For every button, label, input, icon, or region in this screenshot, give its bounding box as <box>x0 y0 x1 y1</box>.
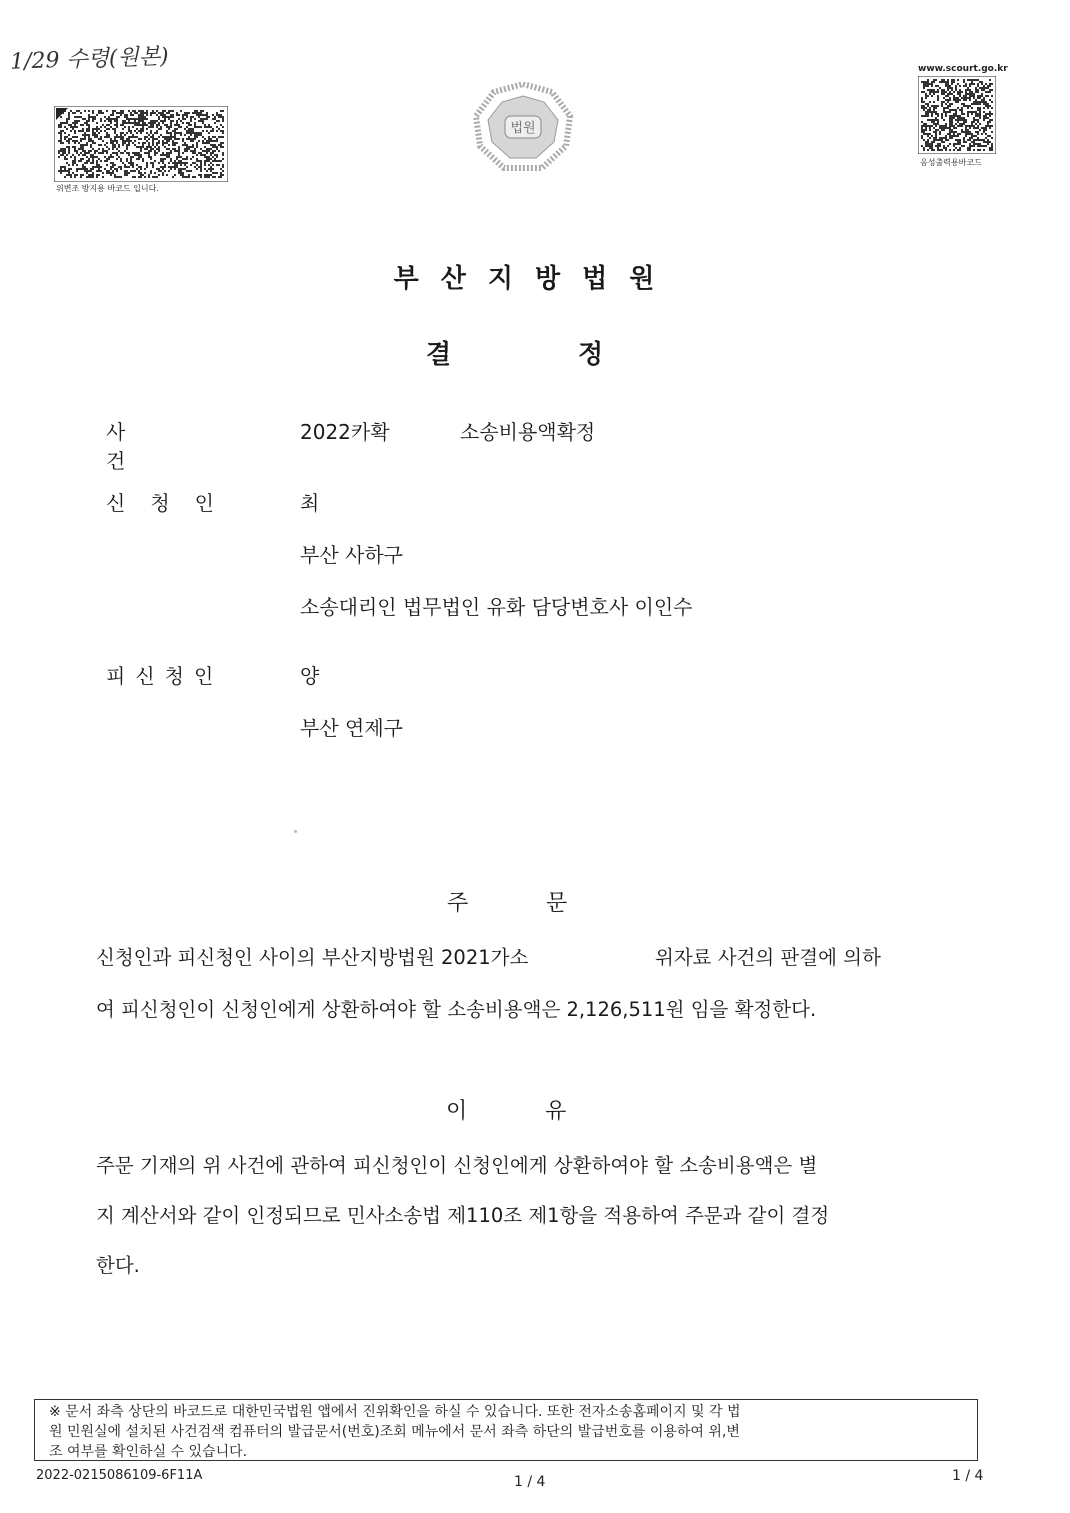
page-number-center: 1 / 4 <box>514 1474 546 1490</box>
reason-line-1: 주문 기재의 위 사건에 관하여 피신청인이 신청인에게 상환하여야 할 소송비용액은 별 <box>96 1154 818 1177</box>
voice-output-barcode <box>918 76 996 154</box>
reason-line-2: 지 계산서와 같이 인정되므로 민사소송법 제110조 제1항을 적용하여 주문과 같이 결정 <box>96 1204 830 1227</box>
case-title: 소송비용액확정 <box>460 420 596 444</box>
barcode-caption: 위변조 방지용 바코드 입니다. <box>56 184 159 193</box>
reason-heading-1: 이 <box>446 1099 468 1124</box>
issue-number: 2022-0215086109-6F11A <box>36 1468 203 1483</box>
applicant-label: 신청인 <box>106 491 239 515</box>
order-line-2: 여 피신청인이 신청인에게 상환하여야 할 소송비용액은 2,126,511원 임을 확정한다. <box>96 998 817 1021</box>
court-seal-logo <box>470 82 576 174</box>
seal-text: 법원 <box>510 121 536 136</box>
reason-line-3: 한다. <box>96 1254 140 1277</box>
court-name: 부산지방법원 <box>393 264 677 294</box>
scourt-url: www.scourt.go.kr <box>918 64 1008 74</box>
order-heading-1: 주 <box>447 891 469 916</box>
verification-notice <box>34 1399 978 1461</box>
respondent-address: 부산 연제구 <box>300 716 403 740</box>
notice-line-3: 조 여부를 확인하실 수 있습니다. <box>49 1444 248 1460</box>
respondent-name: 양 <box>300 664 320 688</box>
anti-forgery-barcode <box>54 106 228 182</box>
applicant-name: 최 <box>300 491 320 515</box>
case-number: 2022카확 <box>300 420 390 444</box>
order-line-1a: 신청인과 피신청인 사이의 부산지방법원 2021가소 <box>96 946 529 969</box>
order-line-1b: 위자료 사건의 판결에 의하 <box>655 946 881 969</box>
order-heading-2: 문 <box>546 891 568 916</box>
page-number-right: 1 / 4 <box>952 1468 984 1484</box>
notice-line-1: ※ 문서 좌측 상단의 바코드로 대한민국법원 앱에서 진위확인을 하실 수 있습니다. 또한 전자소송홈페이지 및 각 법 <box>49 1404 741 1420</box>
respondent-label: 피신청인 <box>106 664 224 688</box>
scan-speck <box>294 830 297 833</box>
notice-line-2: 원 민원실에 설치된 사건검색 컴퓨터의 발급문서(번호)조회 메뉴에서 문서 좌측 하단의 발급번호를 이용하여 위,변 <box>49 1424 740 1440</box>
handwritten-note: 1/29 수령(원본) <box>9 44 170 75</box>
applicant-attorney: 소송대리인 법무법인 유화 담당변호사 이인수 <box>300 595 693 619</box>
case-label: 사건 <box>106 420 196 473</box>
doc-type-char-1: 결 <box>426 340 452 370</box>
doc-type-char-2: 정 <box>578 340 604 370</box>
reason-heading-2: 유 <box>545 1099 567 1124</box>
applicant-address: 부산 사하구 <box>300 543 403 567</box>
qr-caption: 음성출력용바코드 <box>920 158 982 167</box>
